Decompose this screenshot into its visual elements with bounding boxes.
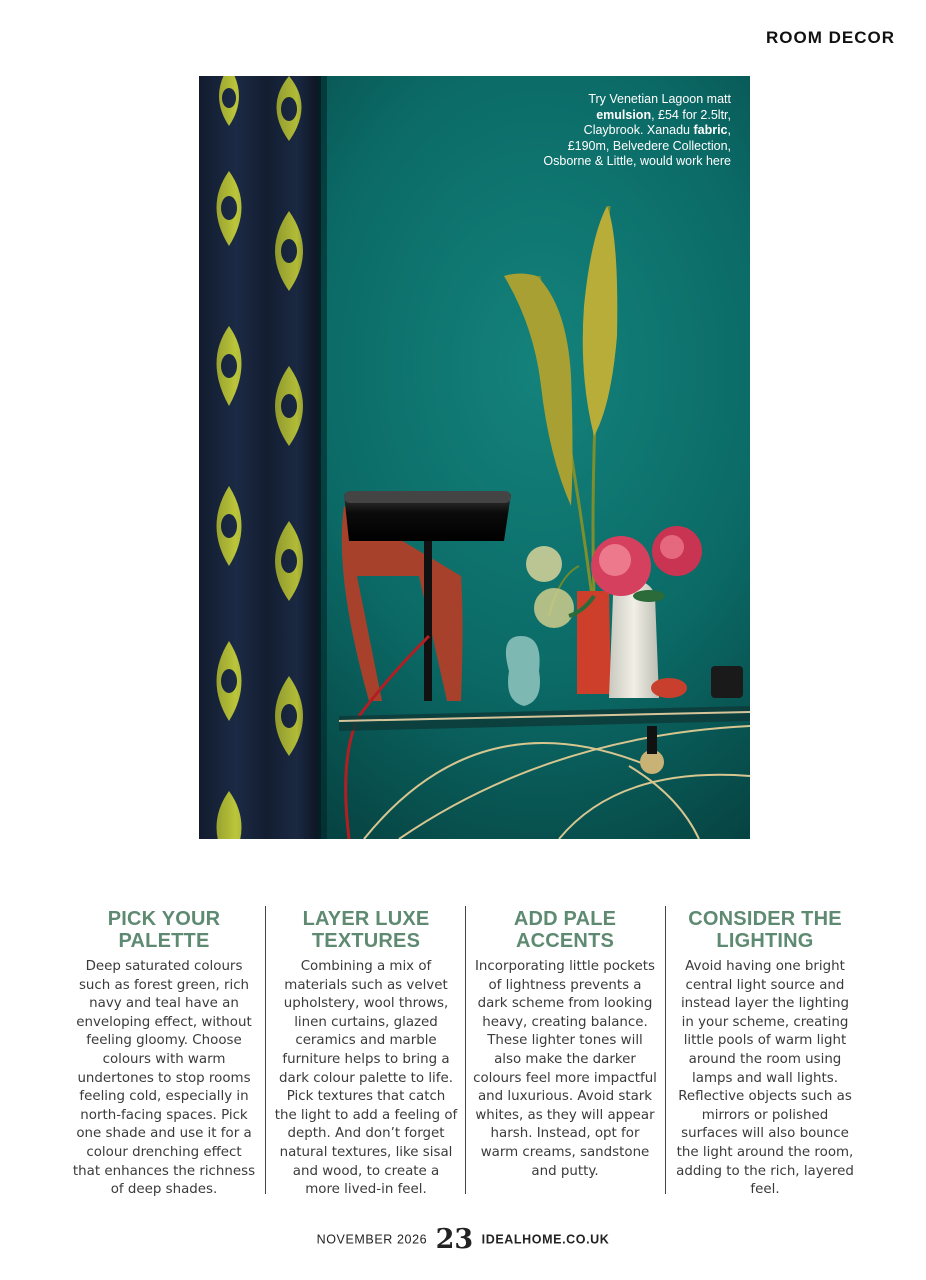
column-divider <box>265 906 266 1194</box>
issue-date: NOVEMBER 2026 <box>316 1232 428 1247</box>
page-number: 23 <box>435 1224 474 1255</box>
column-divider <box>665 906 666 1194</box>
tip-column-accents <box>467 906 663 1196</box>
tip-title: ADD PALE ACCENTS <box>513 908 617 952</box>
tip-title: LAYER LUXE TEXTURES <box>302 908 430 952</box>
tip-column-palette <box>66 906 262 1196</box>
tip-body: Deep saturated colours such as forest green, rich navy and teal have an enveloping effect, without feeling gloomy. Choose colours with warm undertones to stop rooms feeling cold, especially in north-facing spaces. Pick one shade and use it for a colour drenching effect that enhances the richness of deep shades. <box>72 959 256 1198</box>
tip-body: Avoid having one bright central light source and instead layer the lighting in your scheme, creating little pools of warm light around the room using lamps and wall lights. Reflective objects such as mirrors or polished surfaces will also bounce the light around the room, adding to the rich, layered feel. <box>676 959 854 1198</box>
tip-title: CONSIDER THE LIGHTING <box>688 908 842 952</box>
column-divider <box>465 906 466 1194</box>
website-link[interactable]: IDEALHOME.CO.UK <box>481 1232 610 1247</box>
curtain <box>199 76 327 839</box>
hero-photo <box>199 76 750 839</box>
tips-columns <box>66 906 866 1196</box>
tip-column-textures <box>268 906 464 1196</box>
tip-body: Incorporating little pockets of lightness prevents a dark scheme from looking heavy, creating balance. These lighter tones will also make the darker colours feel more impactful and luxurious. Avoid stark whites, as they will appear harsh. Instead, opt for warm creams, sandstone and putty. <box>473 959 657 1179</box>
tip-column-lighting <box>667 906 863 1196</box>
photo-caption: Try Venetian Lagoon matt emulsion, £54 for 2.5ltr, Claybrook. Xanadu fabric, £190m, Belvedere Collection, Osborne & Little, would work here <box>543 92 731 168</box>
tip-body: Combining a mix of materials such as velvet upholstery, wool throws, linen curtains, glazed ceramics and marble furniture helps to bring a dark colour palette to life. Pick textures that catch the light to add a feeling of depth. And don’t forget natural textures, like sisal and wood, to create a more lived-in feel. <box>274 959 458 1198</box>
tip-title: PICK YOUR PALETTE <box>107 908 221 952</box>
page-footer <box>0 1224 926 1255</box>
section-label: ROOM DECOR <box>766 28 895 47</box>
